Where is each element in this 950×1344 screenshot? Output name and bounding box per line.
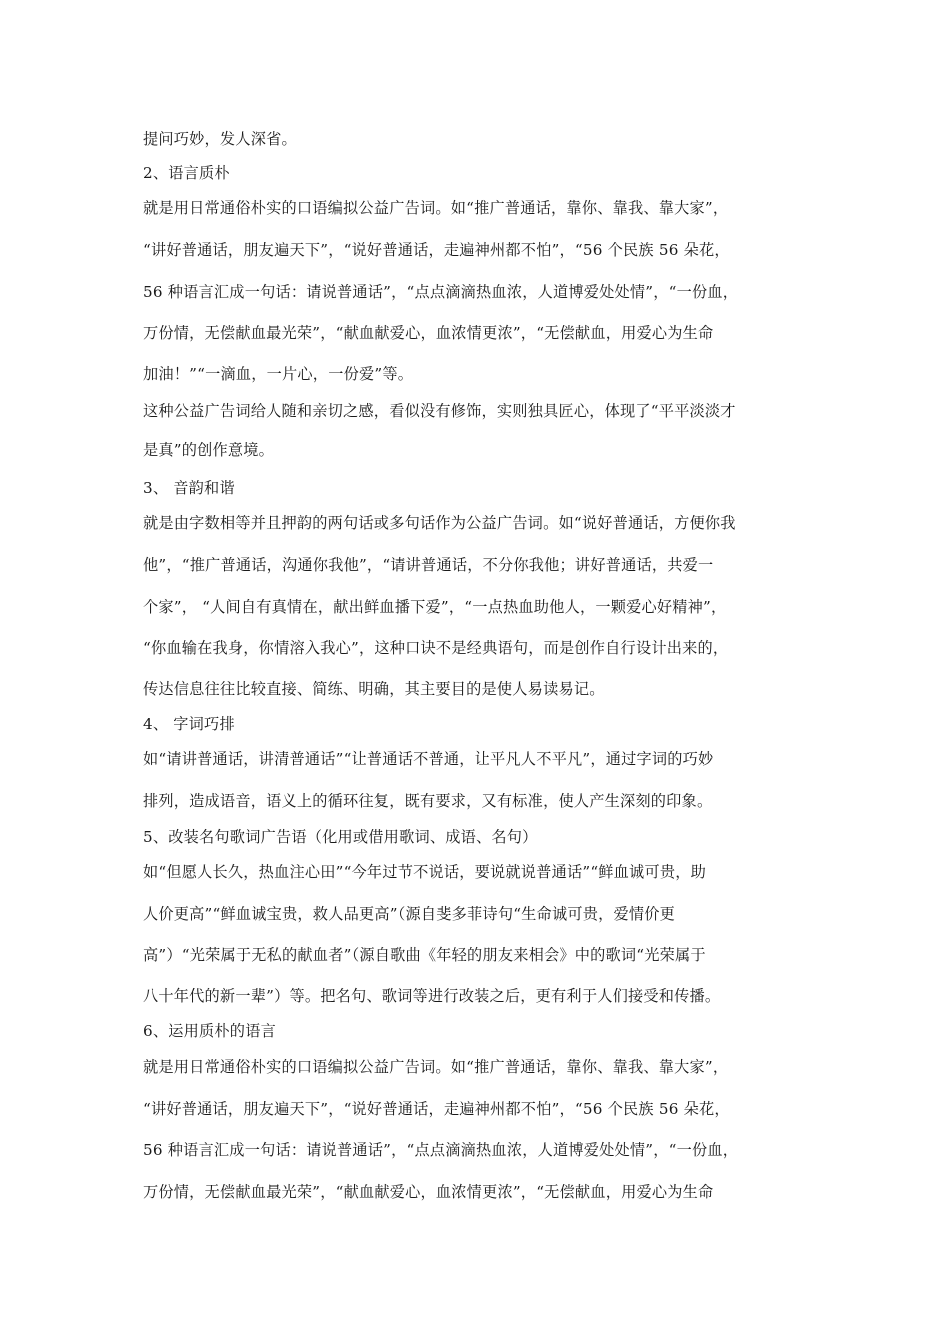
- body-line: 人价更高”“鲜血诚宝贵，救人品更高”（源自斐多菲诗句“生命诚可贵，爱情价更: [143, 905, 676, 923]
- body-line: “你血输在我身，你情溶入我心”，这种口诀不是经典语句，而是创作自行设计出来的，: [143, 639, 729, 657]
- body-line: 这种公益广告词给人随和亲切之感，看似没有修饰，实则独具匠心，体现了“平平淡淡才: [143, 402, 736, 420]
- body-line: 就是用日常通俗朴实的口语编拟公益广告词。如“推广普通话，靠你、靠我、靠大家”，: [143, 199, 729, 217]
- section-heading: 3、 音韵和谐: [143, 479, 235, 497]
- body-line: “讲好普通话，朋友遍天下”，“说好普通话，走遍神州都不怕”，“56 个民族 56 朵花，: [143, 241, 730, 259]
- body-line: 传达信息往往比较直接、简练、明确，其主要目的是使人易读易记。: [143, 680, 605, 698]
- body-line: 提问巧妙，发人深省。: [143, 130, 297, 148]
- body-line: 如“请讲普通话，讲清普通话”“让普通话不普通，让平凡人不平凡”，通过字词的巧妙: [143, 750, 714, 768]
- section-heading: 6、运用质朴的语言: [143, 1022, 276, 1040]
- body-line: 个家”， “人间自有真情在，献出鲜血播下爱”，“一点热血助他人，一颗爱心好精神”，: [143, 598, 727, 616]
- body-line: 八十年代的新一辈”）等。把名句、歌词等进行改装之后，更有利于人们接受和传播。: [143, 987, 721, 1005]
- section-heading: 2、语言质朴: [143, 164, 230, 182]
- body-line: 万份情，无偿献血最光荣”，“献血献爱心，血浓情更浓”，“无偿献血，用爱心为生命: [143, 324, 714, 342]
- body-line: 万份情，无偿献血最光荣”，“献血献爱心，血浓情更浓”，“无偿献血，用爱心为生命: [143, 1183, 714, 1201]
- body-line: 高”）“光荣属于无私的献血者”（源自歌曲《年轻的朋友来相会》中的歌词“光荣属于: [143, 946, 706, 964]
- body-line: 56 种语言汇成一句话：请说普通话”，“点点滴滴热血浓，人道博爱处处情”，“一份血，: [143, 1141, 739, 1159]
- body-line: 他”，“推广普通话，沟通你我他”，“请讲普通话，不分你我他；讲好普通话，共爱一: [143, 556, 714, 574]
- body-line: 排列，造成语音，语义上的循环往复，既有要求，又有标准，使人产生深刻的印象。: [143, 792, 713, 810]
- body-line: 加油！”“一滴血，一片心，一份爱”等。: [143, 365, 414, 383]
- section-heading: 5、改装名句歌词广告语（化用或借用歌词、成语、名句）: [143, 828, 538, 846]
- body-line: 就是由字数相等并且押韵的两句话或多句话作为公益广告词。如“说好普通话，方便你我: [143, 514, 736, 532]
- body-line: 是真”的创作意境。: [143, 441, 275, 459]
- body-line: 56 种语言汇成一句话：请说普通话”，“点点滴滴热血浓，人道博爱处处情”，“一份血，: [143, 283, 739, 301]
- body-line: 如“但愿人长久，热血注心田”“今年过节不说话，要说就说普通话”“鲜血诚可贵，助: [143, 863, 706, 881]
- body-line: 就是用日常通俗朴实的口语编拟公益广告词。如“推广普通话，靠你、靠我、靠大家”，: [143, 1058, 729, 1076]
- section-heading: 4、 字词巧排: [143, 715, 235, 733]
- body-line: “讲好普通话，朋友遍天下”，“说好普通话，走遍神州都不怕”，“56 个民族 56 朵花，: [143, 1100, 730, 1118]
